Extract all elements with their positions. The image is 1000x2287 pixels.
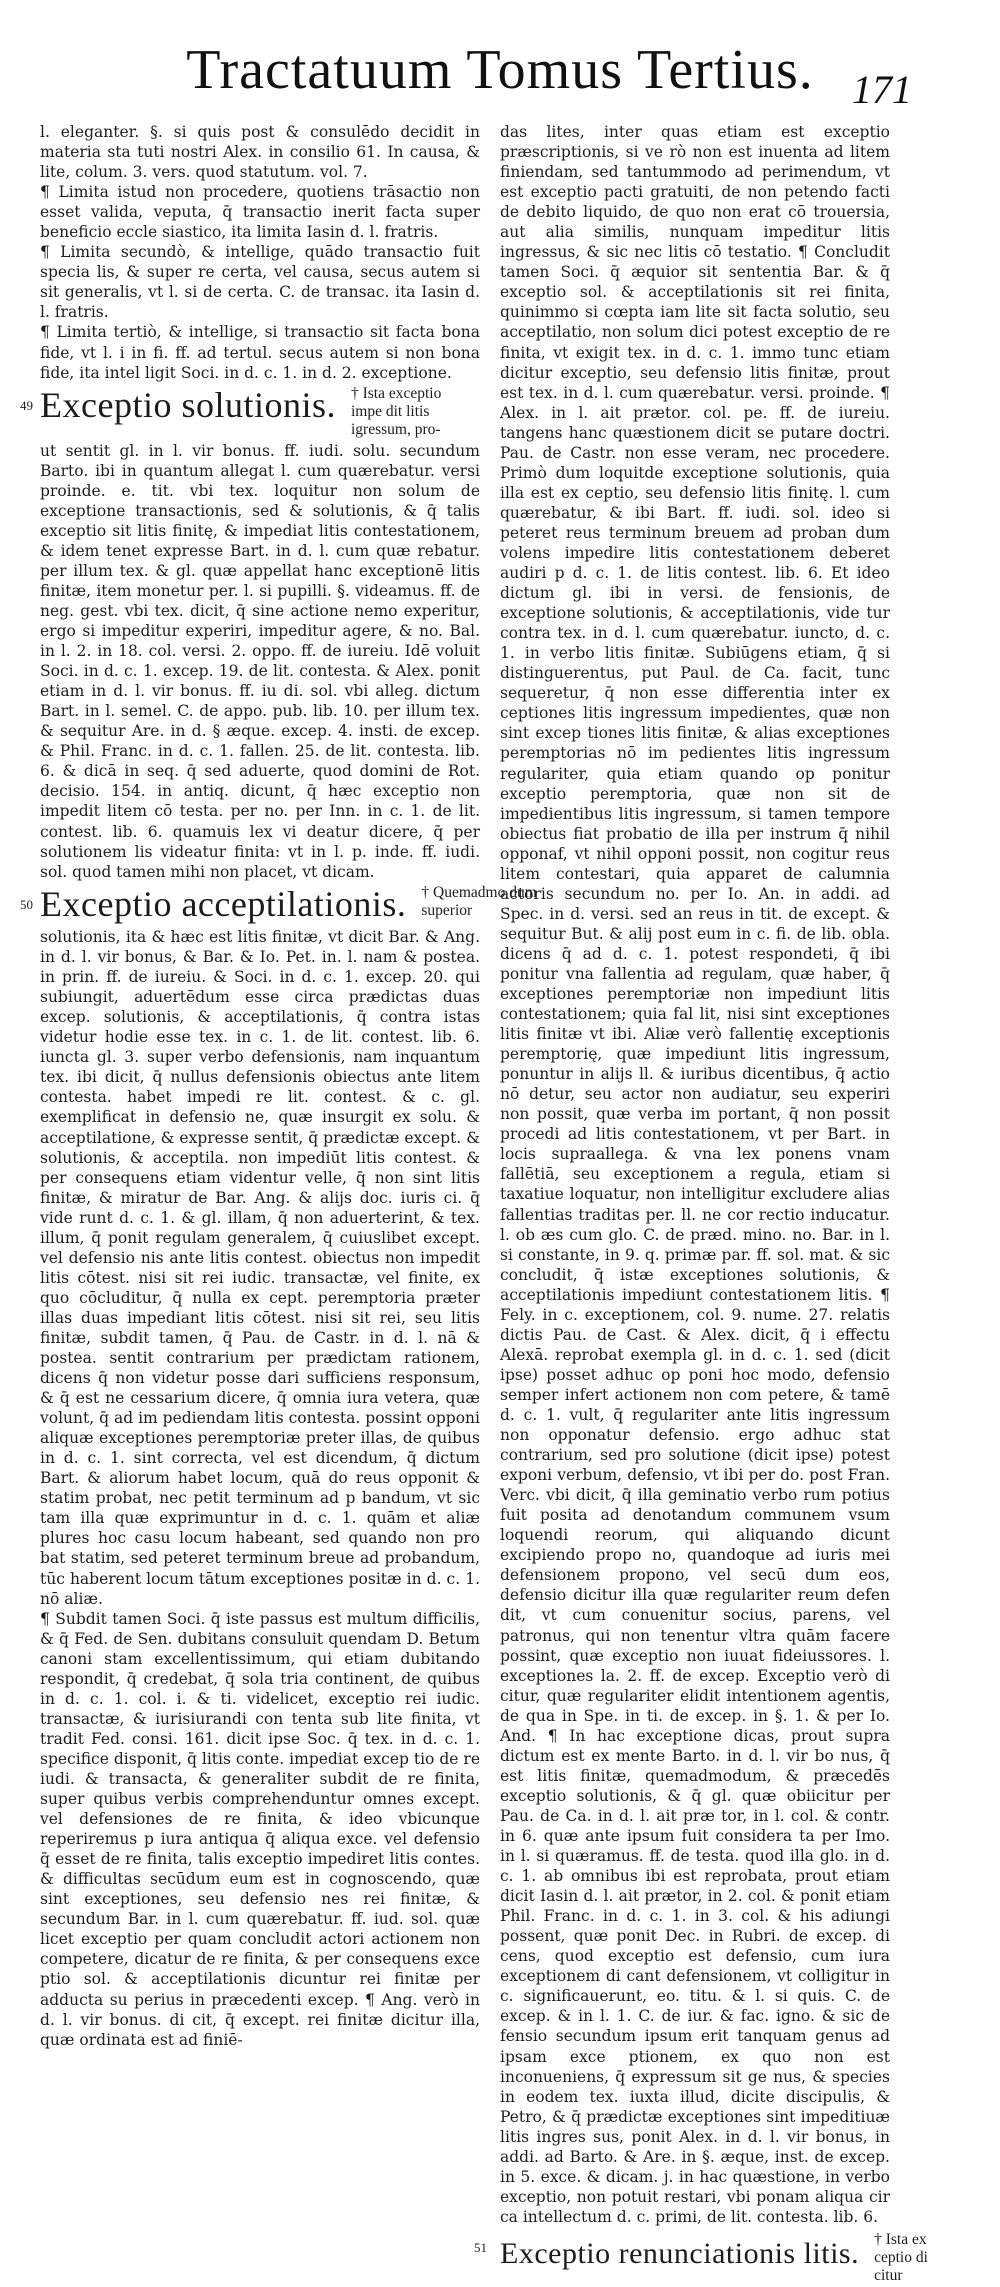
paragraph: ¶ Limita secundò, & intellige, quādo transactio fuit specia lis, & super re certa, vel causa, secus autem si sit generalis, vt l. si de certa. C. de transac. ita Iasin d. l. fratris.: [40, 243, 480, 322]
section-lead: † Ista ex ceptio di citur: [874, 2230, 928, 2284]
paragraph: ¶ Subdit tamen Soci. q̄ iste passus est multum difficilis, & q̄ Fed. de Sen. dubitans consuluit quendam D. Betum canoni stam excellentissimum, qui etiam dubitando respondit, q̄ credebat, q̄ sola tria continent, de quibus in d. c. 1. col. i. & ti. videlicet, exceptio rei iudic. transactæ, & iurisiurandi con tenta sub lite finita, vt tradit Fed. consi. 161. dicit ipse Soc. q̄ tex. in d. c. 1. specifice disponit, q̄ litis conte. impediat excep tio de re iudi. & transacta, & generaliter subdit de re finita, super quibus verbis comprehenduntur omnes except. vel defensiones de re finita, & ideo vbicunque reperiremus p iura antiqua q̄ aliqua exce. vel defensio q̄ esset de re finita, talis exceptio impediret litis contes. & difficultas secūdum eum est in cognoscendo, quæ sint exceptiones, seu defensio nes rei finitæ, & secundum Bar. in l. cum quærebatur. ff. iud. sol. quæ licet exceptio per quam concludit actori actionem non competere, dicatur de re finita, & per consequens exce ptio sol. & acceptilationis dicuntur rei finitæ per adducta su perius in præcedenti excep. ¶ Ang. verò in d. l. vir bonus. di cit, q̄ except. rei finitæ dicitur illa, quæ ordinata est ad finiē-: [40, 1609, 480, 2049]
marginal-number: 50: [20, 896, 33, 912]
section-title: Exceptio solutionis.: [40, 384, 336, 425]
section-title: Exceptio renunciationis litis.: [500, 2236, 860, 2270]
section-title: Exceptio acceptilationis.: [40, 883, 407, 924]
paragraph: l. eleganter. §. si quis post & consulēdo decidit in materia sta tuti nostri Alex. in consilio 61. In causa, & lite, colum. 3. vers. quod statutum. vol. 7.: [40, 123, 480, 182]
section-heading-acceptilationis: [20, 883, 537, 925]
section-lead: † Ista exceptio impe dit litis igressum, pro-: [350, 384, 442, 438]
section-heading-renunciationis: [474, 2230, 928, 2285]
marginal-number: 51: [474, 2239, 487, 2255]
paragraph: ut sentit gl. in l. vir bonus. ff. iudi. solu. secundum Barto. ibi in quantum allegat l. cum quærebatur. versi proinde. e. tit. vbi tex. loquitur non solum de exceptione transactionis, sed & solutionis, & q̄ talis exceptio sit litis finitę, & impediat litis contestationem, & idem tenet expresse Bart. in d. l. cum quæ rebatur. per illum tex. & gl. quæ appellat hanc exceptionē litis finitæ, item monetur per. l. si pupilli. §. videamus. ff. de neg. gest. vbi tex. dicit, q̄ sine actione nemo experitur, ergo si impeditur experiri, impeditur agere, & no. Bal. in l. 2. in 18. col. versi. 2. oppo. ff. de iureiu. Idē voluit Soci. in d. c. 1. excep. 19. de lit. contesta. & Alex. ponit etiam in d. l. vir bonus. ff. iu di. sol. vbi alleg. dictum Bart. in l. semel. C. de appo. pub. lib. 10. per illum tex. & sequitur Are. in d. § æque. excep. 4. insti. de excep. & Phil. Franc. in d. c. 1. fallen. 25. de lit. contesta. lib. 6. & dicā in seq. q̄ sed aduerte, quod domini de Rot. decisio. 154. in antiq. dicunt, q̄ hæc exceptio non impedit litem cō testa. per no. per Inn. in c. 1. de lit. contest. lib. 6. quamuis lex vi deatur dicere, q̄ per solutionem lis videatur finita: vt in l. p. inde. ff. iudi. sol. quod tamen mihi non placet, vt dicam.: [40, 441, 480, 881]
section-heading-solutionis: [20, 384, 480, 439]
paragraph: ¶ Limita istud non procedere, quotiens trāsactio non esset valida, veputa, q̄ transactio inerit facta super beneficio eccle siastico, ita limita Iasin d. l. fratris.: [40, 183, 480, 242]
marginal-number: 49: [20, 397, 33, 413]
paragraph: solutionis, ita & hæc est litis finitæ, vt dicit Bar. & Ang. in d. l. vir bonus, & Bar. & Io. Pet. in. l. nam & postea. in prin. ff. de iureiu. & Soci. in d. c. 1. excep. 20. qui subiungit, aduertēdum esse circa prædictas duas excep. solutionis, & acceptilationis, q̄ contra istas videtur hodie esse tex. in c. 1. de lit. contest. lib. 6. iuncta gl. 3. super verbo defensionis, nam inquantum tex. ibi dicit, q̄ nullus defensionis obiectus ante litem contesta. habet impedi re lit. contest. & c. gl. exemplificat in defensio ne, quæ insurgit ex solu. & acceptilatione, & expresse sentit, q̄ prædictæ except. & solutionis, & acceptila. non impediūt litis contest. & per consequens etiam videntur velle, q̄ non sint litis finitæ, & miratur de Bar. Ang. & alijs doc. iuris ci. q̄ vide runt d. c. 1. & gl. illam, q̄ non aduerterint, & tex. illum, q̄ ponit regulam generalem, q̄ cuiuslibet except. vel defensio nis ante litis contest. obiectus non impedit litis cōtest. nisi sit rei iudic. transactæ, vel finite, ex quo cōcluditur, q̄ nulla ex cept. peremptoria præter illas duas impediant litis cōtest. nisi sit rei, seu litis finitæ, subdit tamen, q̄ Pau. de Castr. in d. l. nā & postea. sentit contrarium per prædictam rationem, dicens q̄ non videtur posse dari sufficiens responsum, & q̄ est ne cessarium dicere, q̄ omnia iura vetera, quæ volunt, q̄ ad im pediendam litis contesta. possint opponi aliquæ exceptiones peremptoriæ preter illas, de quibus in d. c. 1. sint correcta, vel est dicendum, q̄ dictum Bart. & aliorum habet locum, quā do reus opponit & statim probat, nec petit terminum ad p bandum, vt sic tam illa quæ exprimuntur in d. c. 1. quām et aliæ plures hoc casu locum habeant, sed quando non pro bat statim, sed peteret terminum breue ad probandum, tūc haberent locum tātum exceptiones positæ in d. c. 1. nō aliæ.: [40, 928, 480, 1608]
page-number: 171: [852, 67, 912, 112]
left-column: [20, 122, 537, 2050]
running-head: Tractatuum Tomus Tertius.: [186, 39, 814, 101]
paragraph: das lites, inter quas etiam est exceptio præscriptionis, si ve rò non est inuenta ad litem finiendam, sed tantummodo ad perimendum, vt est exceptio pacti gratuiti, de non petendo facti de debito liquido, de quo non erat cō trouersia, aut alia similis, nunquam impeditur litis ingressus, & sic nec litis cō testatio. ¶ Concludit tamen Soci. q̄ æquior sit sententia Bar. & q̄ exceptio sol. & acceptilationis sit rei finita, quinimmo si cœpta iam lite sit facta solutio, seu acceptilatio, non solum dici potest exceptio de re finita, vt exigit tex. in d. c. 1. immo tunc etiam dicitur exceptio, seu defensio litis finitæ, prout est tex. in d. l. cum quærebatur. versi. proinde. ¶ Alex. in l. ait prætor. col. pe. ff. de iureiu. tangens hanc quæstionem dicit se putare doctri. Pau. de Castr. non esse veram, nec procedere. Primò dum loquitde exceptione solutionis, quia illa est ex ceptio, seu defensio litis finitę. l. cum quærebatur, & ibi Bart. ff. iudi. sol. ideo si peteret reus terminum breuem ad proban dum volens impedire litis contestationem deberet audiri p d. c. 1. de litis contest. lib. 6. Et ideo dictum gl. ibi in versi. de fensionis, de exceptione solutionis, & acceptilationis, vide tur contra tex. in d. l. cum quærebatur. iuncto, d. c. 1. in verbo litis finitæ. Subiūgens etiam, q̄ si distinguerentus, put Paul. de Ca. facit, tunc sequeretur, q̄ non esse differentia inter ex ceptiones litis ingressum impedientes, quæ non sint excep tiones litis finitæ, & alias exceptiones peremptorias nō im pedientes litis ingressum regulariter, quia etiam quando op ponitur exceptio peremptoria, quæ non sit de impedientibus litis ingressum, si tamen tempore obiectus fiat probatio de illa per instrum q̄ nihil opponaf, vt nihil opponi possit, non cogitur reus litem contestari, quia apparet de calumnia actoris secundum no. per Io. An. in addi. ad Spec. in d. versi. sed an reus in tit. de except. & sequitur But. & alij post eum in c. fi. de lib. obla. dicens q̄ ad d. c. 1. potest respondeti, q̄ ibi ponitur vna fallentia ad regulam, quæ haber, q̄ exceptiones peremptoriæ non impediunt litis contestationem; quia fal lit, nisi sint exceptiones litis finitæ vt ibi. Aliæ verò fallentię exceptionis peremptorię, quæ impediunt litis ingressum, ponuntur in alijs ll. & iuribus dicentibus, q̄ actio nō detur, seu actor non audiatur, seu experiri non possit, quæ verba im portant, q̄ non possit procedi ad litis contestationem, vt per Bart. in locis supraallega. & vna lex ponens vnam fallētiā, seu exceptionem a regula, etiam si taxatiue loquatur, non intelligitur excludere alias fallentias traditas per. ll. ne cor rectio inducatur. l. ob æs cum glo. C. de præd. mino. no. Bar. in l. si constante, in 9. q. primæ par. ff. sol. mat. & sic concludit, q̄ istæ exceptiones solutionis, & acceptilationis impediunt contestationem litis. ¶ Fely. in c. exceptionem, col. 9. nume. 27. relatis dictis Pau. de Cast. & Alex. dicit, q̄ i effectu Alexā. reprobat exempla gl. in d. c. 1. sed (dicit ipse) posset adhuc op poni hoc modo, defensio semper infert actionem non com petere, & tamē d. c. 1. vult, q̄ regulariter ante litis ingressum non opponatur defensio. ergo adhuc stat contrarium, sed pro solutione (dicit ipse) potest exponi verbum, defensio, vt ibi per do. post Fran. Verc. vbi dicit, q̄ illa geminatio verbo rum potius fuit posita ad denotandum communem vsum loquendi reorum, qui aliquando dicunt excipiendo propo no, quandoque ad iuris mei defensionem propono, vel secū dum eos, defensio dicitur illa quæ regulariter reum defen dit, vt cum conuenitur socius, parens, vel patronus, qui non tenentur vltra quām facere possint, quæ exceptio non iuuat fideiussores. l. exceptiones la. 2. ff. de excep. Exceptio verò di citur, quæ regulariter elidit intentionem agentis, de qua in Spe. in ti. de excep. in §. 1. & per Io. And. ¶ In hac exceptione dicas, prout supra dictum est ex mente Barto. in d. l. vir bo nus, q̄ est litis finitæ, quemadmodum, & præcedēs exceptio solutionis, & q̄ gl. quæ obiicitur per Pau. de Ca. in d. l. ait præ tor, in l. col. & contr. in 6. quæ ante ipsum fuit considera ta per Imo. in l. si quæramus. ff. de testa. quod illa glo. in d. c. 1. ab omnibus ibi est reprobata, prout etiam dicit Iasin d. l. ait prætor, in 2. col. & ponit etiam Phil. Franc. in d. c. 1. in 3. col. & his adiungi possent, quæ ponit Dec. in Rubri. de excep. di cens, quod exceptio est defensio, cum iura exceptionem di cant defensionem, vt colligitur in c. significauerunt, eo. titu. & l. si quis. C. de excep. & in l. 1. C. de iur. & fac. igno. & sic de fensio secundum ipsum erit tanquam genus ad ipsam exce ptionem, ex quo non est inconueniens, q̄ expressum sit ge nus, & species in eodem tex. iuxta illud, dicite discipulis, & Petro, & q̄ prædictæ exceptiones sint impeditiuæ litis ingres sus, ponit Alex. in d. l. vir bonus, in addi. ad Barto. & Are. in §. æque, inst. de excep. in 5. exce. & dicam. j. in hac quæstione, in verbo exceptio, non potuit restari, vbi ponam aliqua cir ca intellectum d. c. primi, de lit. contesta. lib. 6.: [500, 123, 890, 2226]
paragraph: ¶ Limita tertiò, & intellige, si transactio sit facta bona fide, vt l. i in fi. ff. ad tertul. secus autem si non bona fide, ita intel ligit Soci. in d. c. 1. in d. 2. exceptione.: [40, 323, 480, 382]
section-lead: † Quemadmo dum superior: [421, 883, 537, 919]
